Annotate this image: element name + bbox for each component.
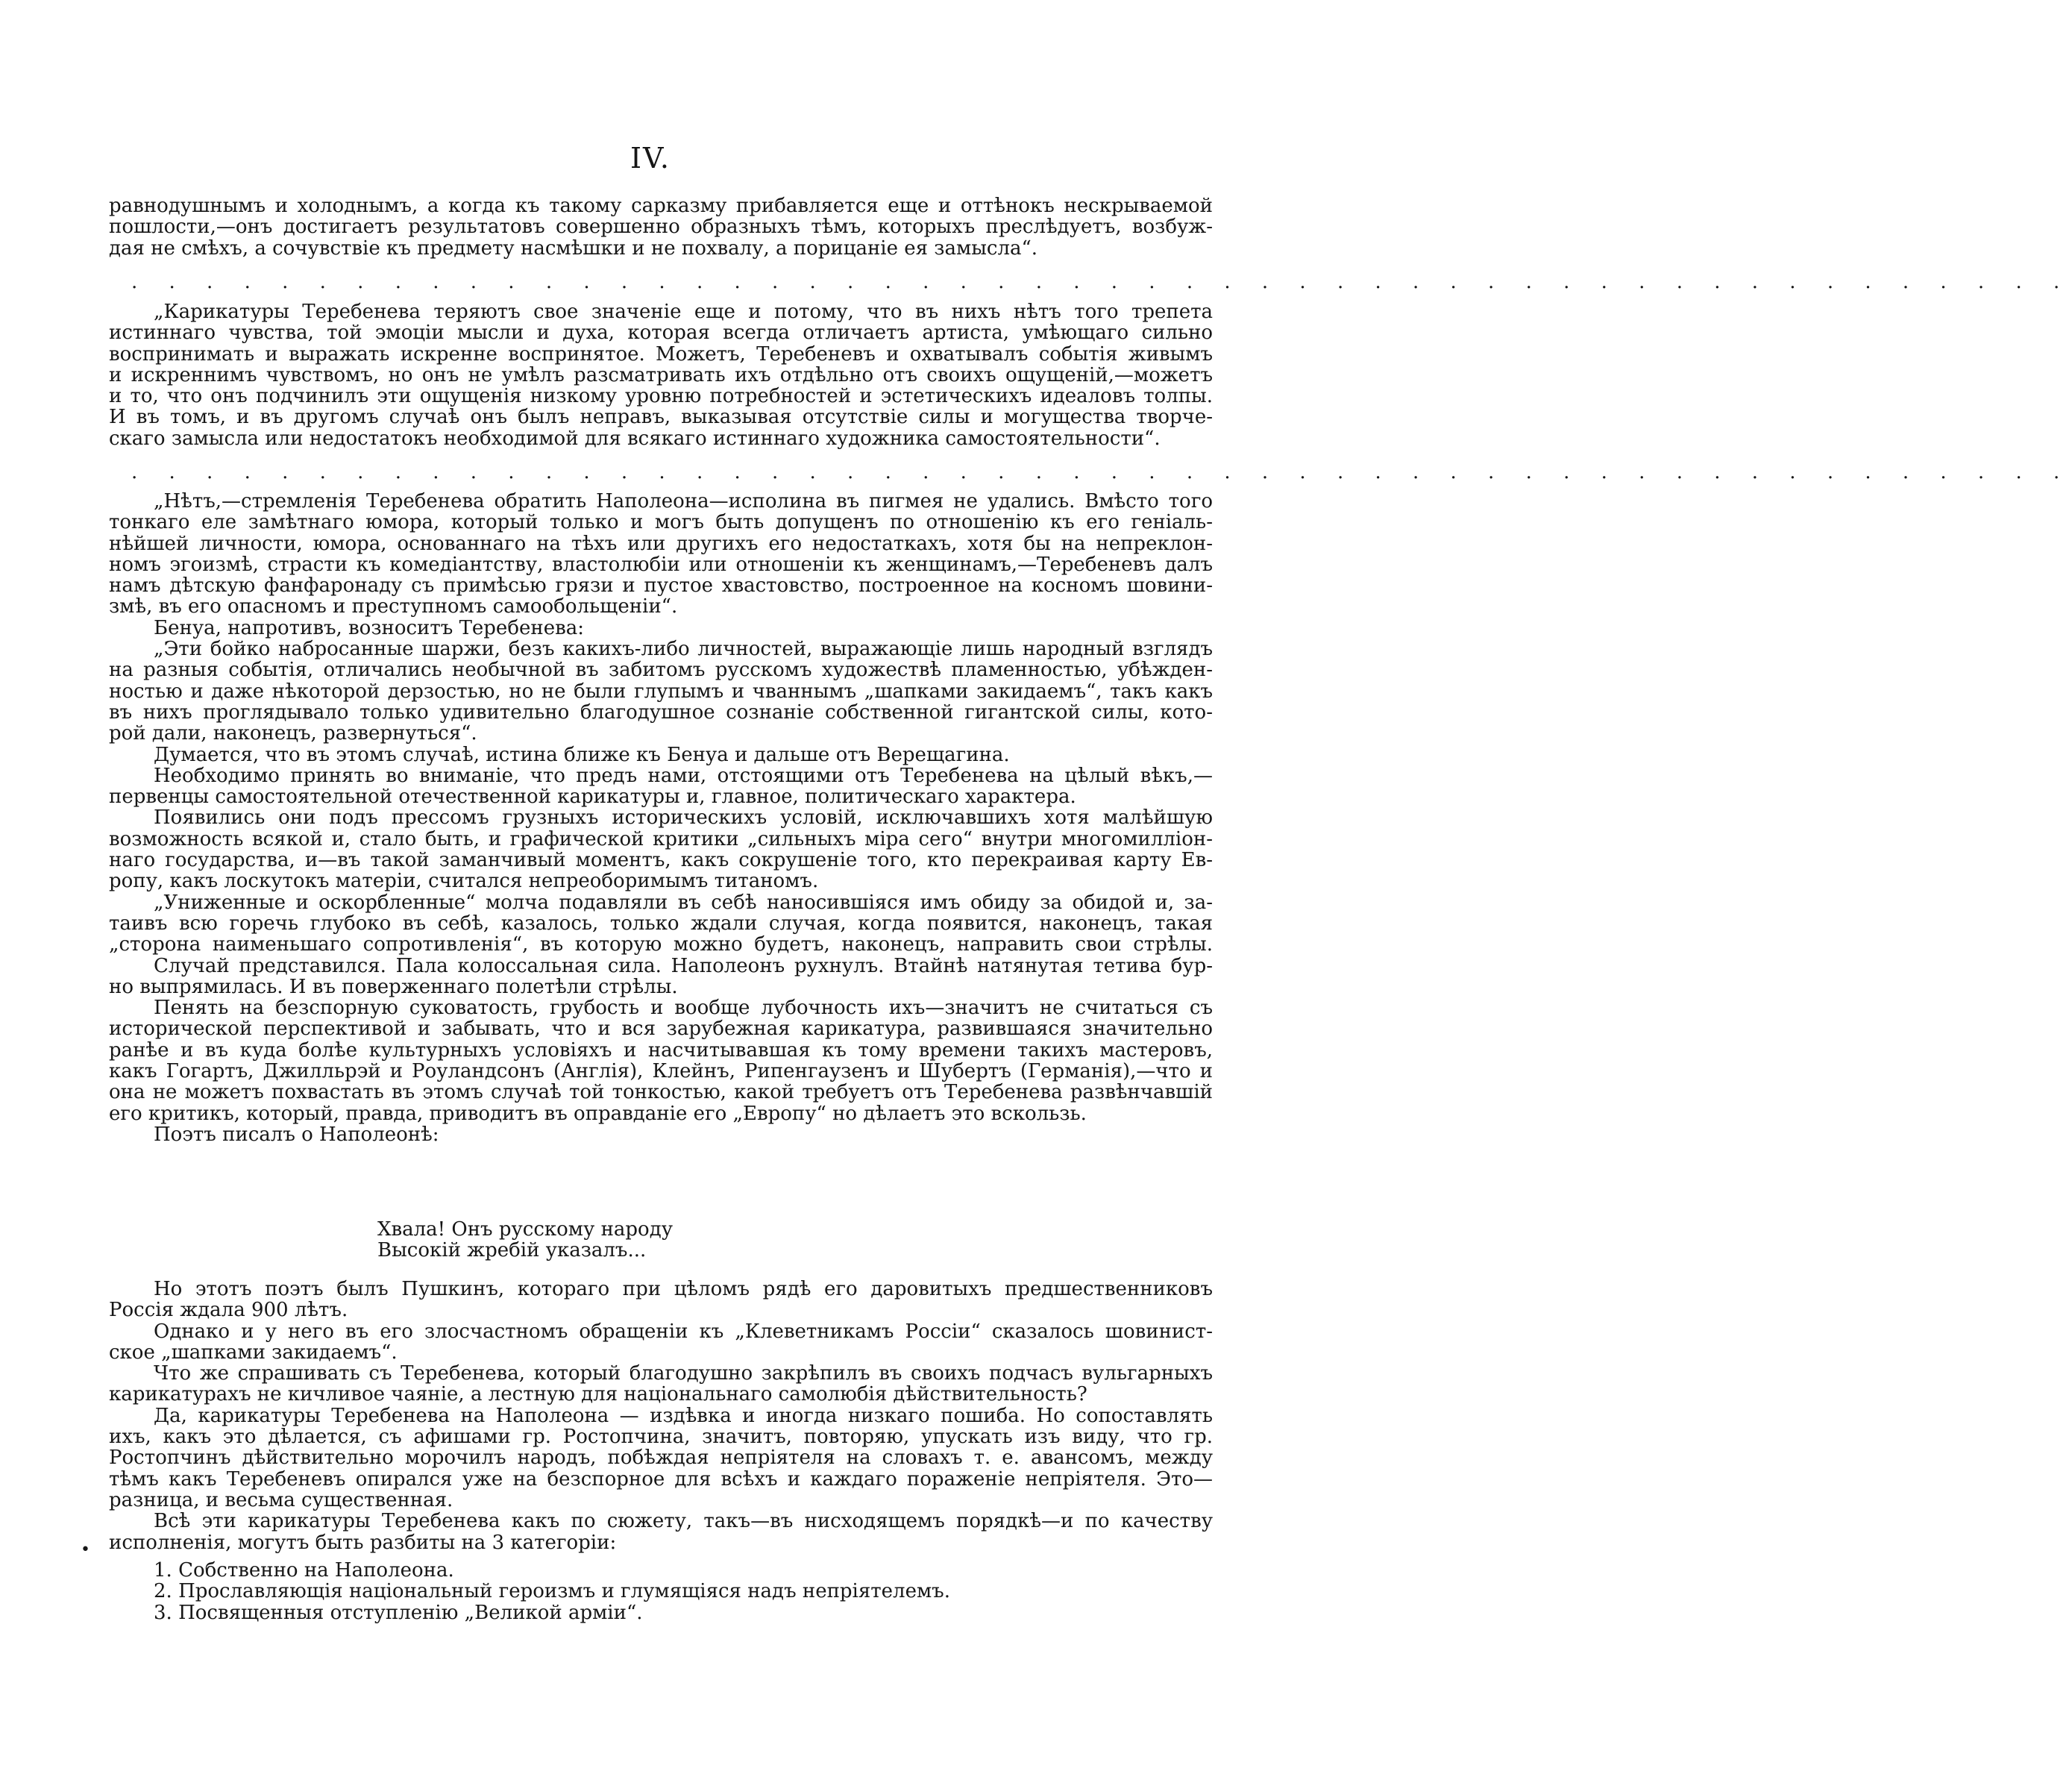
- text-line: скаго замысла или недостатокъ необходимой для всякаго истиннаго художника самостоятельности“.: [109, 427, 1161, 450]
- text-line: исторической перспективой и забывать, что и вся зарубежная карикатура, развившаяся значительно: [109, 1018, 1213, 1041]
- text-line: тѣмъ какъ Теребеневъ опирался уже на безспорное для всѣхъ и каждаго пораженіе непріятеля. Это—: [109, 1467, 1213, 1491]
- text-line: наго государства, и—въ такой заманчивый моментъ, какъ сокрушеніе того, кто перекраивая карту Ев-: [109, 849, 1213, 872]
- text-line: Но этотъ поэтъ былъ Пушкинъ, котораго при цѣломъ рядѣ его даровитыхъ предшественниковъ: [154, 1278, 1213, 1300]
- margin-mark: •: [81, 1541, 90, 1559]
- text-line: Случай представился. Пала колоссальная сила. Наполеонъ рухнулъ. Втайнѣ натянутая тетива бур-: [154, 954, 1213, 977]
- text-line: Россія ждала 900 лѣтъ.: [109, 1299, 348, 1322]
- text-line: Всѣ эти карикатуры Теребенева какъ по сюжету, такъ—въ нисходящемъ порядкѣ—и по качеству: [154, 1510, 1213, 1533]
- text-line: Да, карикатуры Теребенева на Наполеона — издѣвка и иногда низкаго пошиба. Но сопоставлять: [154, 1404, 1213, 1427]
- text-line: она не можетъ похвастать въ этомъ случаѣ той тонкостью, какой требуетъ отъ Теребенева развѣнчавшій: [109, 1081, 1213, 1104]
- text-line: ское „шапками закидаемъ“.: [109, 1341, 398, 1364]
- poem-line: Высокій жребій указалъ...: [377, 1239, 647, 1262]
- text-line: Думается, что въ этомъ случаѣ, истина ближе къ Бенуа и дальше отъ Верещагина.: [154, 743, 1010, 766]
- text-block-3: [109, 491, 1213, 1145]
- text-line: Появились они подъ прессомъ грузныхъ историческихъ условій, исключавшихъ хотя малѣйшую: [154, 806, 1213, 830]
- text-line: „Эти бойко набросанные шаржи, безъ какихъ-либо личностей, выражающіе лишь народный взглядъ: [154, 638, 1213, 661]
- page-number: IV.: [630, 142, 671, 175]
- text-line: дая не смѣхъ, а сочувствіе къ предмету насмѣшки и не похвалу, а порицаніе ея замысла“.: [109, 236, 1038, 260]
- text-line: рой дали, наконецъ, развернуться“.: [109, 722, 477, 745]
- text-line: его критикъ, который, правда, приводитъ въ оправданіе его „Европу“ но дѣлаетъ это вскользь.: [109, 1102, 1087, 1125]
- ellipsis-divider: . . . . . . . . . . . . . . . . . . . . . . . . . . . . . . . . . . . . . . . . . . . . . . . . . . . .: [131, 461, 2072, 483]
- text-line: Что же спрашивать съ Теребенева, который благодушно закрѣпилъ въ своихъ подчасъ вульгарныхъ: [154, 1362, 1213, 1385]
- category-list: [109, 1560, 1213, 1623]
- text-line: и искреннимъ чувствомъ, но онъ не умѣлъ разсматривать ихъ отдѣльно отъ своихъ ощущеній,—можетъ: [109, 363, 1213, 386]
- text-block-1: [109, 195, 1213, 259]
- text-line: равнодушнымъ и холоднымъ, а когда къ такому сарказму прибавляется еще и оттѣнокъ нескрываемой: [109, 195, 1213, 217]
- text-line: карикатурахъ не кичливое чаяніе, а лестную для національнаго самолюбія дѣйствительность?: [109, 1383, 1087, 1406]
- text-line: на разныя событія, отличались необычной въ забитомъ русскомъ художествѣ пламенностью, убѣжден-: [109, 659, 1213, 682]
- text-line: намъ дѣтскую фанфаронаду съ примѣсью грязи и пустое хвастовство, построенное на косномъ шовини-: [109, 574, 1213, 598]
- poem-quote: [109, 1219, 1213, 1262]
- list-item: 3. Посвященныя отступленію „Великой арміи“.: [154, 1601, 643, 1624]
- text-line: разница, и весьма существенная.: [109, 1488, 453, 1511]
- text-line: нѣйшей личности, юмора, основаннаго на тѣхъ или другихъ его недостаткахъ, хотя бы на непреклон-: [109, 532, 1213, 555]
- text-line: возможность всякой и, стало быть, и графической критики „сильныхъ міра сего“ внутри многомиллiон-: [109, 827, 1213, 850]
- text-line: но выпрямилась. И въ поверженнаго полетѣли стрѣлы.: [109, 975, 678, 998]
- text-line: ностью и даже нѣкоторой дерзостью, но не были глупымъ и чваннымъ „шапками закидаемъ“, такъ какъ: [109, 680, 1213, 703]
- text-line: ранѣе и въ куда болѣе культурныхъ условіяхъ и насчитывавшая къ тому времени такихъ мастеровъ,: [109, 1038, 1213, 1062]
- text-line: „Карикатуры Теребенева теряютъ свое значеніе еще и потому, что въ нихъ нѣтъ того трепета: [154, 301, 1213, 323]
- text-line: „Униженные и оскорбленные“ молча подавляли въ себѣ наносившіяся имъ обиду за обидой и, за-: [154, 891, 1213, 914]
- text-line: И въ томъ, и въ другомъ случаѣ онъ былъ неправъ, выказывая отсутствіе силы и могущества творче-: [109, 406, 1213, 429]
- text-line: пошлости,—онъ достигаетъ результатовъ совершенно образныхъ тѣмъ, которыхъ преслѣдуетъ, возбуж-: [109, 216, 1213, 239]
- text-line: первенцы самостоятельной отечественной карикатуры и, главное, политическаго характера.: [109, 786, 1076, 809]
- text-line: Ростопчинъ дѣйствительно морочилъ народъ, побѣждая непріятеля на словахъ т. е. авансомъ, между: [109, 1447, 1213, 1470]
- list-item: 1. Собственно на Наполеона.: [154, 1559, 454, 1582]
- text-line: истиннаго чувства, той эмоціи мысли и духа, которая всегда отличаетъ артиста, умѣющаго сильно: [109, 322, 1213, 345]
- text-line: тонкаго еле замѣтнаго юмора, который только и могъ быть допущенъ по отношенію къ его геніаль-: [109, 511, 1213, 534]
- text-line: исполненія, могутъ быть разбиты на 3 категоріи:: [109, 1531, 617, 1554]
- text-block-4: [109, 1279, 1213, 1553]
- text-line: змѣ, въ его опасномъ и преступномъ самообольщеніи“.: [109, 595, 678, 618]
- text-line: Пенять на безспорную суковатость, грубость и вообще лубочность ихъ—значитъ не считаться съ: [154, 997, 1213, 1020]
- text-block-2: [109, 301, 1213, 449]
- text-line: и то, что онъ подчинилъ эти ощущенія низкому уровню потребностей и эстетическихъ идеаловъ толпы.: [109, 385, 1213, 408]
- text-line: номъ эгоизмѣ, страсти къ комедіантству, властолюбіи или отношеніи къ женщинамъ,—Теребеневъ далъ: [109, 553, 1213, 576]
- text-line: ропу, какъ лоскутокъ матеріи, считался непреоборимымъ титаномъ.: [109, 870, 819, 893]
- text-line: „Нѣтъ,—стремленія Теребенева обратить Наполеона—исполина въ пигмея не удались. Вмѣсто того: [154, 490, 1213, 513]
- text-line: Поэтъ писалъ о Наполеонѣ:: [154, 1123, 439, 1146]
- text-line: Однако и у него въ его злосчастномъ обращеніи къ „Клеветникамъ Россіи“ сказалось шовинист-: [154, 1320, 1213, 1343]
- ellipsis-divider: . . . . . . . . . . . . . . . . . . . . . . . . . . . . . . . . . . . . . . . . . . . . . . . . . . . .: [131, 271, 2072, 293]
- text-line: „сторона наименьшаго сопротивленія“, въ которую можно будетъ, наконецъ, направить свои стрѣлы.: [109, 933, 1213, 956]
- text-line: въ нихъ проглядывало только удивительно благодушное сознаніе собственной гигантской силы, кото-: [109, 701, 1213, 724]
- text-line: ихъ, какъ это дѣлается, съ афишами гр. Ростопчина, значитъ, повторяю, упускать изъ виду, что гр.: [109, 1426, 1213, 1449]
- text-line: воспринимать и выражать искренне воспринятое. Можетъ, Теребеневъ и охватывалъ событія живымъ: [109, 342, 1213, 366]
- text-line: Бенуа, напротивъ, возноситъ Теребенева:: [154, 616, 584, 639]
- poem-line: Хвала! Онъ русскому народу: [377, 1218, 674, 1241]
- text-line: Необходимо принять во вниманіе, что предъ нами, отстоящими отъ Теребенева на цѣлый вѣкъ,—: [154, 764, 1213, 787]
- text-line: таивъ всю горечь глубоко въ себѣ, казалось, только ждали случая, когда появится, наконецъ, такая: [109, 912, 1213, 935]
- text-line: какъ Гогартъ, Джилльрэй и Роуландсонъ (Англія), Клейнъ, Рипенгаузенъ и Шубертъ (Германія),—что и: [109, 1060, 1213, 1083]
- list-item: 2. Прославляющія національный героизмъ и глумящіяся надъ непріятелемъ.: [154, 1580, 950, 1603]
